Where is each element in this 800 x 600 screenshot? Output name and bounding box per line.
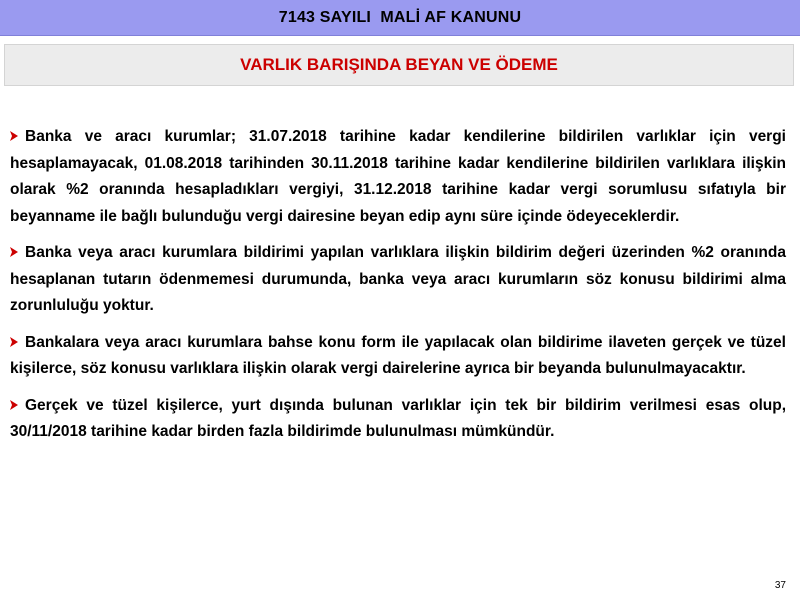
bullet-item <box>10 393 786 446</box>
section-header <box>4 44 794 86</box>
bullet-text: Banka veya aracı kurumlara bildirimi yapılan varlıklara ilişkin bildirim değeri üzerinden %2 oranında hesaplanan tutarın ödenmemesi durumunda, banka veya aracı kurumların söz konusu bildirimi alma zorunluluğu yoktur. <box>10 244 786 314</box>
bullet-text: Bankalara veya aracı kurumlara bahse konu form ile yapılacak olan bildirime ilaveten gerçek ve tüzel kişilerce, söz konusu varlıklara ilişkin olarak vergi dairelerine ayrıca bir beyanda bulunulmayacaktır. <box>10 333 786 377</box>
arrow-bullet-icon <box>10 131 18 141</box>
bullet-list <box>10 124 786 456</box>
section-title: VARLIK BARIŞINDA BEYAN VE ÖDEME <box>240 55 558 74</box>
title-bar <box>0 0 800 36</box>
bullet-text: Banka ve aracı kurumlar; 31.07.2018 tarihine kadar kendilerine bildirilen varlıklar için vergi hesaplamayacak, 01.08.2018 tarihinden 30.11.2018 tarihine kadar kendilerine bildirilen varlıklara ilişkin olarak %2 oranında hesapladıkları vergiyi, 31.12.2018 tarihine kadar vergi sorumlusu sıfatıyla bir beyanname ile bağlı bulunduğu vergi dairesine beyan edip aynı süre içinde ödeyeceklerdir. <box>10 128 786 225</box>
arrow-bullet-icon <box>10 400 18 410</box>
slide-title: 7143 SAYILI MALİ AF KANUNU <box>278 8 522 26</box>
bullet-item <box>10 330 786 383</box>
page-number: 37 <box>774 580 786 591</box>
arrow-bullet-icon <box>10 247 18 257</box>
bullet-item <box>10 240 786 320</box>
bullet-item <box>10 124 786 230</box>
bullet-text: Gerçek ve tüzel kişilerce, yurt dışında bulunan varlıklar için tek bir bildirim verilmesi esas olup, 30/11/2018 tarihine kadar birden fazla bildirimde bulunulması mümkündür. <box>10 396 786 440</box>
arrow-bullet-icon <box>10 337 18 347</box>
